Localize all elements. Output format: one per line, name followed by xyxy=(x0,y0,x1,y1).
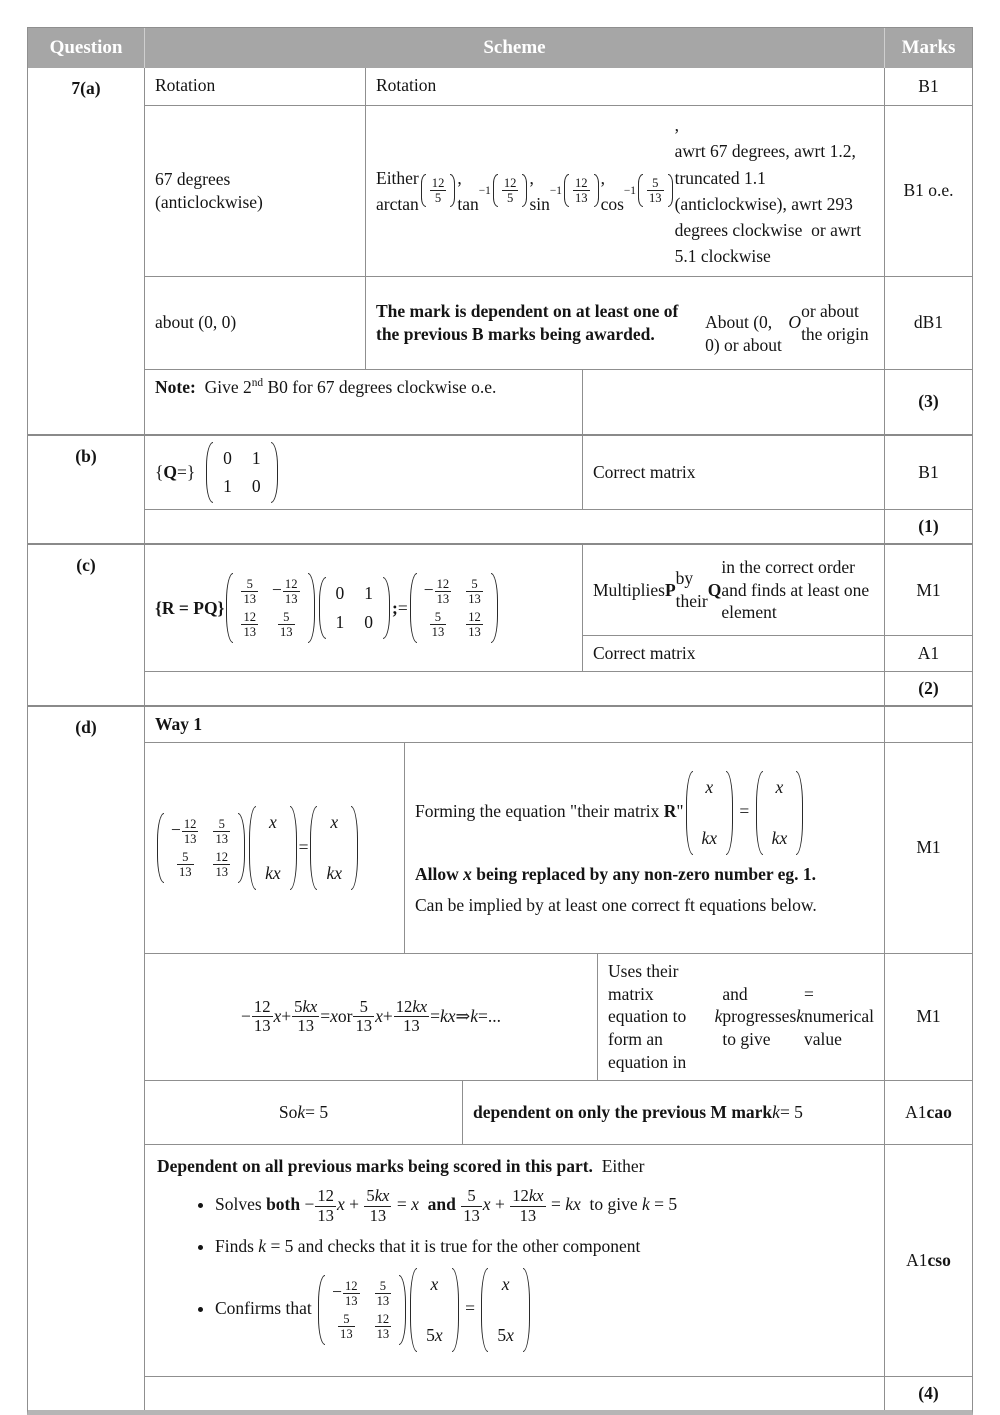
marks-total-cell: (3) xyxy=(918,391,939,412)
row-d-equation xyxy=(145,953,972,1080)
scheme-cell-way1: Way 1 xyxy=(145,707,885,742)
section-7a xyxy=(28,68,972,434)
marks-cell: B1 o.e. xyxy=(903,180,954,201)
bullet-confirms: • Confirms that − $\frac{12}{13}$ $\frac{5}{13}$ $\frac{5}{13}$ $\frac{12}{13}$ x 5x = x 5x xyxy=(215,1268,872,1352)
row-c-working xyxy=(145,545,972,671)
row-d-total xyxy=(145,1376,972,1410)
marks-cell: B1 xyxy=(918,461,939,482)
row-d-way1 xyxy=(145,707,972,742)
row-b-total xyxy=(145,509,972,543)
header-marks: Marks xyxy=(901,36,956,58)
section-b xyxy=(28,434,972,544)
marks-cell-empty xyxy=(885,707,972,742)
scheme-cell-criteria xyxy=(405,743,885,953)
question-label-b: (b) xyxy=(28,436,145,544)
dependent-bullet-list xyxy=(215,1187,872,1352)
scheme-cell-criteria: Correct matrix xyxy=(583,436,885,510)
scheme-cell-note: Note: Give 2nd B0 for 67 degrees clockwise o.e. xyxy=(145,370,583,434)
row-d-k5 xyxy=(145,1080,972,1144)
scheme-cell-empty xyxy=(145,672,885,705)
scheme-cell-answer: 67 degrees (anticlockwise) xyxy=(145,106,366,276)
row-7a-origin xyxy=(145,276,972,369)
question-label-7a: 7(a) xyxy=(28,68,145,434)
marks-cell: M1 xyxy=(916,837,941,858)
row-7a-rotation xyxy=(145,68,972,105)
scheme-cell-criteria: Correct matrix xyxy=(583,636,885,671)
marks-total-cell: (4) xyxy=(918,1382,939,1403)
header-scheme: Scheme xyxy=(145,28,885,68)
scheme-cell-q-matrix: { Q =} 0 1 1 0 xyxy=(145,436,583,510)
row-d-dependent xyxy=(145,1144,972,1376)
scheme-cell-answer: about (0, 0) xyxy=(145,277,366,369)
marks-total-cell: (1) xyxy=(918,516,939,537)
marks-cell: dB1 xyxy=(913,312,944,333)
scheme-cell-criteria: dependent on only the previous M mark k = 5 xyxy=(463,1081,885,1144)
marks-cell: A1 cao xyxy=(905,1101,952,1122)
header-question: Question xyxy=(28,28,145,68)
row-b-matrix xyxy=(145,436,972,510)
scheme-cell-r-equals-pq: {R = PQ} $\frac{5}{13}$ − $\frac{12}{13}$ $\frac{12}{13}$ $\frac{5}{13}$ 0 1 1 0 ; = − $\frac{12}{13}$ $\frac{5}{13}$ $\frac{5}{13}$ $\frac{12}{13}$ xyxy=(145,545,583,671)
question-label-c: (c) xyxy=(28,545,145,705)
marks-cell: A1 cso xyxy=(906,1249,951,1270)
marks-cell: A1 xyxy=(917,643,940,663)
implied-line: Can be implied by at least one correct ft equations below. xyxy=(415,894,817,915)
row-c-total xyxy=(145,671,972,705)
forming-equation-line: Forming the equation "their matrix R" x kx = x kx xyxy=(415,771,874,855)
scheme-cell-empty xyxy=(583,370,885,434)
marks-cell: B1 xyxy=(918,76,939,97)
subrow-c-a1 xyxy=(583,635,972,671)
marks-cell: M1 xyxy=(916,579,941,600)
mark-scheme-table xyxy=(27,27,973,1415)
dependent-intro: Dependent on all previous marks being scored in this part. Either xyxy=(157,1155,645,1176)
scheme-cell-dependent-block xyxy=(145,1145,885,1376)
scheme-cell-criteria: Multiplies P by their Q in the correct order and finds at least one element xyxy=(583,545,885,635)
scheme-cell-criteria: The mark is dependent on at least one of the previous B marks being awarded. About (0, 0) or about O or about the origin xyxy=(366,277,885,369)
scheme-cell-empty xyxy=(145,1377,885,1410)
scheme-cell-criteria: Rotation xyxy=(366,68,885,105)
scheme-cell-answer: Rotation xyxy=(145,68,366,105)
section-d xyxy=(28,705,972,1410)
bullet-solves-both: • Solves both − $\frac{12}{13}$ x + $\frac{5kx}{13}$ = x and $\frac{5}{13}$ x + $\frac{12kx}{13}$ = kx to give k = 5 xyxy=(215,1187,872,1225)
row-d-forming xyxy=(145,742,972,953)
scheme-cell-so-k5: So k = 5 xyxy=(145,1081,463,1144)
row-7a-degrees xyxy=(145,105,972,276)
question-label-d: (d) xyxy=(28,707,145,1410)
table-header xyxy=(28,28,972,68)
subrow-c-m1 xyxy=(583,545,972,635)
scheme-cell-criteria: Uses their matrix equation to form an equation in k and progresses to give k = numerical value xyxy=(598,954,885,1080)
bullet-finds-k5: • Finds k = 5 and checks that it is true for the other component xyxy=(215,1235,872,1258)
marks-cell: M1 xyxy=(916,1006,941,1027)
section-c xyxy=(28,543,972,705)
marks-total-cell: (2) xyxy=(918,677,939,698)
scheme-cell-matrix-equation: − $\frac{12}{13}$ $\frac{5}{13}$ $\frac{5}{13}$ $\frac{12}{13}$ x kx = x kx xyxy=(145,743,405,953)
scheme-cell-criteria: Either arctan 12 5 , tan −1 12 5 , sin −1 12 13 , cos −1 5 13 , awrt 67 degrees, awrt 1.2, truncated 1.1 (anticlockwise), awrt 293 degrees clockwise or awrt 5.1 clockwise xyxy=(366,106,885,276)
row-7a-note xyxy=(145,369,972,434)
allow-x-line: Allow x being replaced by any non-zero number eg. 1. xyxy=(415,864,817,884)
scheme-cell-k-equation: − 12 13 x + 5kx 13 = x or 5 13 x + 12kx 13 = kx ⇒ k =... xyxy=(145,954,598,1080)
scheme-cell-empty xyxy=(145,510,885,543)
